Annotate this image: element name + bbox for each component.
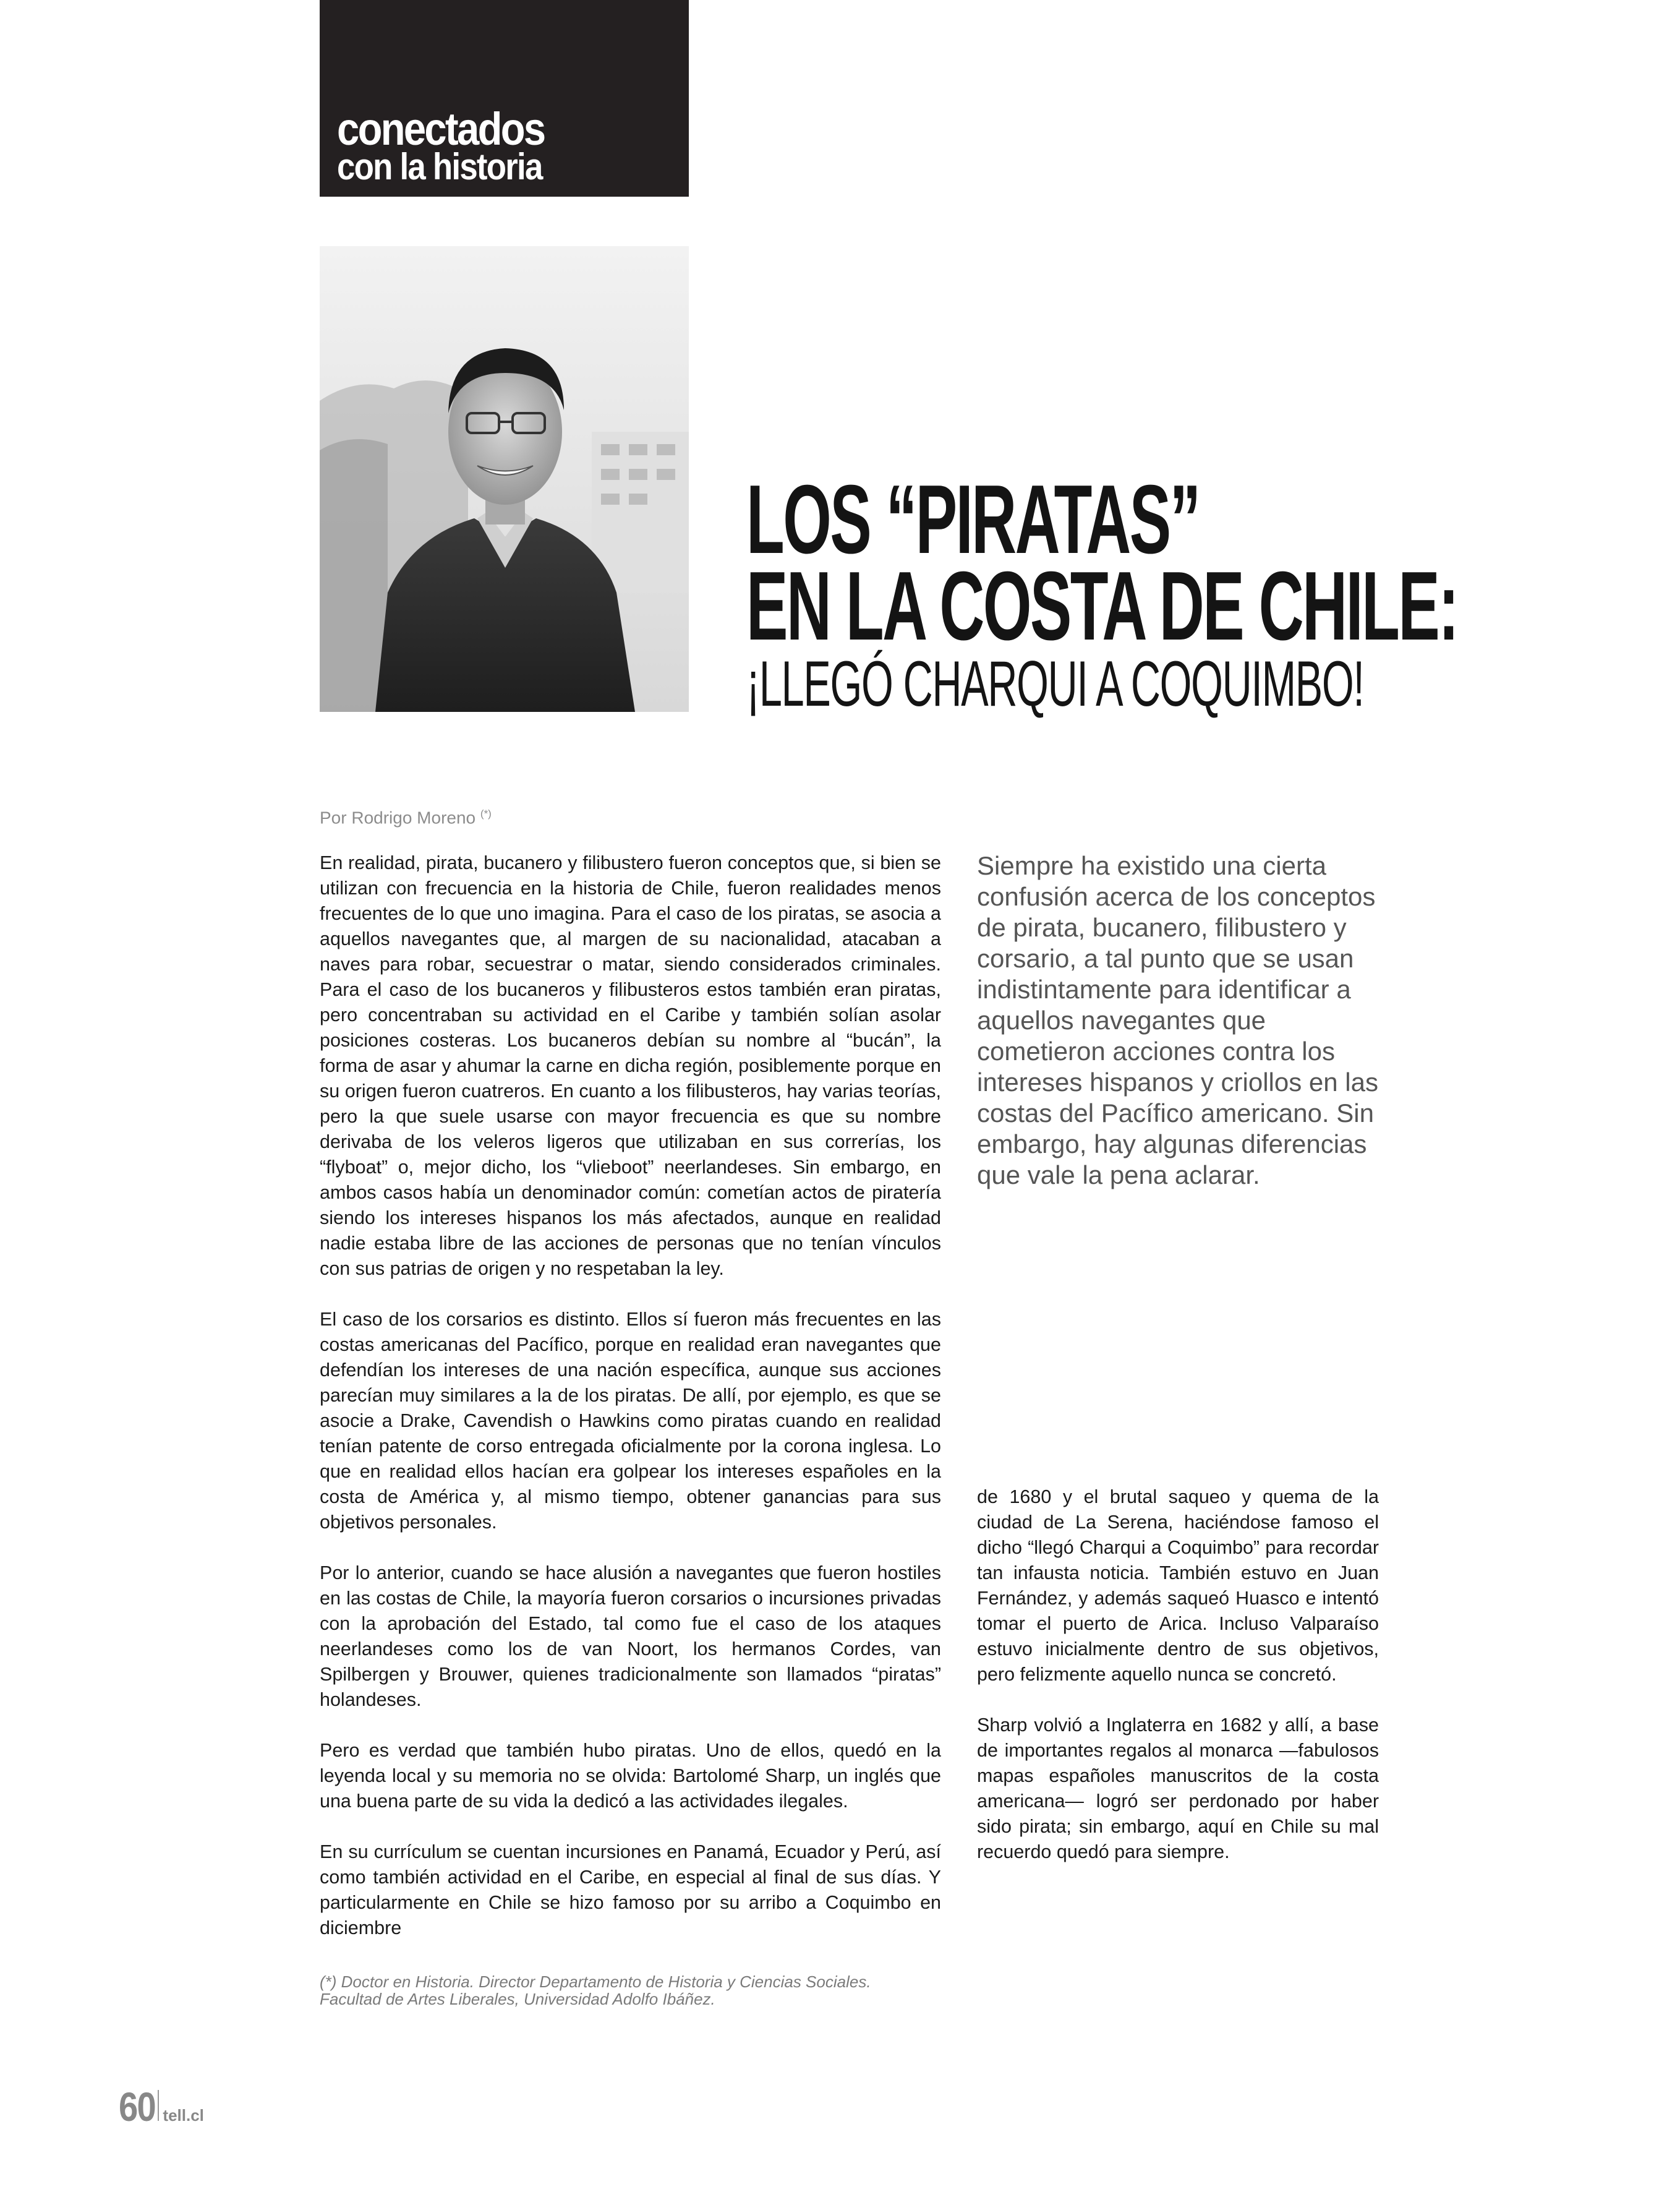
paragraph: En realidad, pirata, bucanero y filibustero fueron conceptos que, si bien se utilizan con frecuencia en la historia de Chile, fueron realidades menos frecuentes de lo que uno imagina. Para el caso de los piratas, se asocia a aquellos navegantes que, al margen de su nacionalidad, atacaban a naves para robar, secuestrar o matar, siendo considerados criminales. Para el caso de los bucaneros y filibusteros estos también eran piratas, pero concentraban su actividad en el Caribe y también solían asolar posiciones costeras. Los bucaneros debían su nombre al “bucán”, la forma de asar y ahumar la carne en dicha región, posiblemente porque en su origen fueron cuatreros. En cuanto a los filibusteros, hay varias teorías, pero la que suele usarse con mayor frecuencia es que su nombre derivaba de los veleros ligeros que utilizaban en sus correrías, los “flyboat” o, mejor dicho, los “vlieboot” neerlandeses. Sin embargo, en ambos casos había un denominador común: cometían actos de piratería siendo los intereses hispanos los más afectados, aunque en realidad nadie estaba libre de las acciones de personas que no tenían vínculos con sus patrias de origen y no respetaban la ley.	[320, 852, 941, 1279]
paragraph: Pero es verdad que también hubo piratas. Uno de ellos, quedó en la leyenda local y su memoria no se olvida: Bartolomé Sharp, un inglés que una buena parte de su vida la dedicó a las actividades ilegales.	[320, 1740, 941, 1812]
paragraph: En su currículum se cuentan incursiones en Panamá, Ecuador y Perú, así como también actividad en el Caribe, en especial al final de sus días. Y particularmente en Chile se hizo famoso por su arribo a Coquimbo en diciembre	[320, 1841, 941, 1938]
headline-line-3: ¡LLEGÓ CHARQUI A COQUIMBO!	[746, 648, 1364, 720]
section-header	[320, 0, 689, 197]
byline-text: Por Rodrigo Moreno	[320, 808, 476, 828]
byline-mark: (*)	[480, 808, 492, 820]
author-photo	[320, 246, 689, 712]
paragraph: Sharp volvió a Inglaterra en 1682 y allí, a base de importantes regalos al monarca —fabulosos mapas españoles manuscritos de la costa americana— logró ser perdonado por haber sido pirata; sin embargo, aquí en Chile su mal recuerdo quedó para siempre.	[977, 1715, 1379, 1862]
page-number: 60	[119, 2084, 156, 2130]
site-name: tell.cl	[163, 2106, 204, 2125]
footnote-line-1: (*) Doctor en Historia. Director Departamento de Historia y Ciencias Sociales.	[320, 1972, 871, 1991]
section-subtitle: con la historia	[337, 146, 542, 187]
section-title: conectados	[337, 103, 545, 155]
paragraph: Por lo anterior, cuando se hace alusión a navegantes que fueron hostiles en las costas de Chile, la mayoría fueron corsarios o incursiones privadas con la aprobación del Estado, tal como fue el caso de los ataques neerlandeses como los de van Noort, los hermanos Cordes, van Spilbergen y Brouwer, quienes tradicionalmente son llamados “piratas” holandeses.	[320, 1562, 941, 1710]
pull-quote: Siempre ha existido una cierta confusión acerca de los conceptos de pirata, bucanero, filibustero y corsario, a tal punto que se usan indistintamente para identificar a aquellos navegantes que cometieron acciones contra los intereses hispanos y criollos en las costas del Pacífico americano. Sin embargo, hay algunas diferencias que vale la pena aclarar.	[977, 851, 1378, 1189]
headline-line-2: EN LA COSTA DE CHILE:	[746, 552, 1458, 661]
paragraph: de 1680 y el brutal saqueo y quema de la ciudad de La Serena, haciéndose famoso el dicho “llegó Charqui a Coquimbo” para recordar tan infausta noticia. También estuvo en Juan Fernández, y además saqueó Huasco e intentó tomar el puerto de Arica. Incluso Valparaíso estuvo inicialmente dentro de sus objetivos, pero felizmente aquello nunca se concretó.	[977, 1486, 1379, 1685]
footnote	[320, 1973, 1062, 2008]
article-headline	[746, 465, 1550, 720]
folio-divider	[158, 2090, 159, 2121]
paragraph: El caso de los corsarios es distinto. Ellos sí fueron más frecuentes en las costas americanas del Pacífico, porque en realidad eran navegantes que defendían los intereses de una nación específica, aunque sus acciones parecían muy similares a la de los piratas. De allí, por ejemplo, es que se asocie a Drake, Cavendish o Hawkins como piratas cuando en realidad tenían patente de corso entregada oficialmente por la corona inglesa. Lo que en realidad ellos hacían era golpear los intereses españoles en la costa de América y, al mismo tiempo, obtener ganancias para sus objetivos personales.	[320, 1309, 941, 1533]
byline	[320, 808, 492, 828]
headline-line-1: LOS “PIRATAS”	[746, 465, 1200, 574]
body-column-right	[977, 1484, 1379, 1890]
page-folio	[119, 2083, 204, 2130]
body-column-left	[320, 850, 941, 1966]
footnote-line-2: Facultad de Artes Liberales, Universidad Adolfo Ibáñez.	[320, 1990, 715, 2008]
